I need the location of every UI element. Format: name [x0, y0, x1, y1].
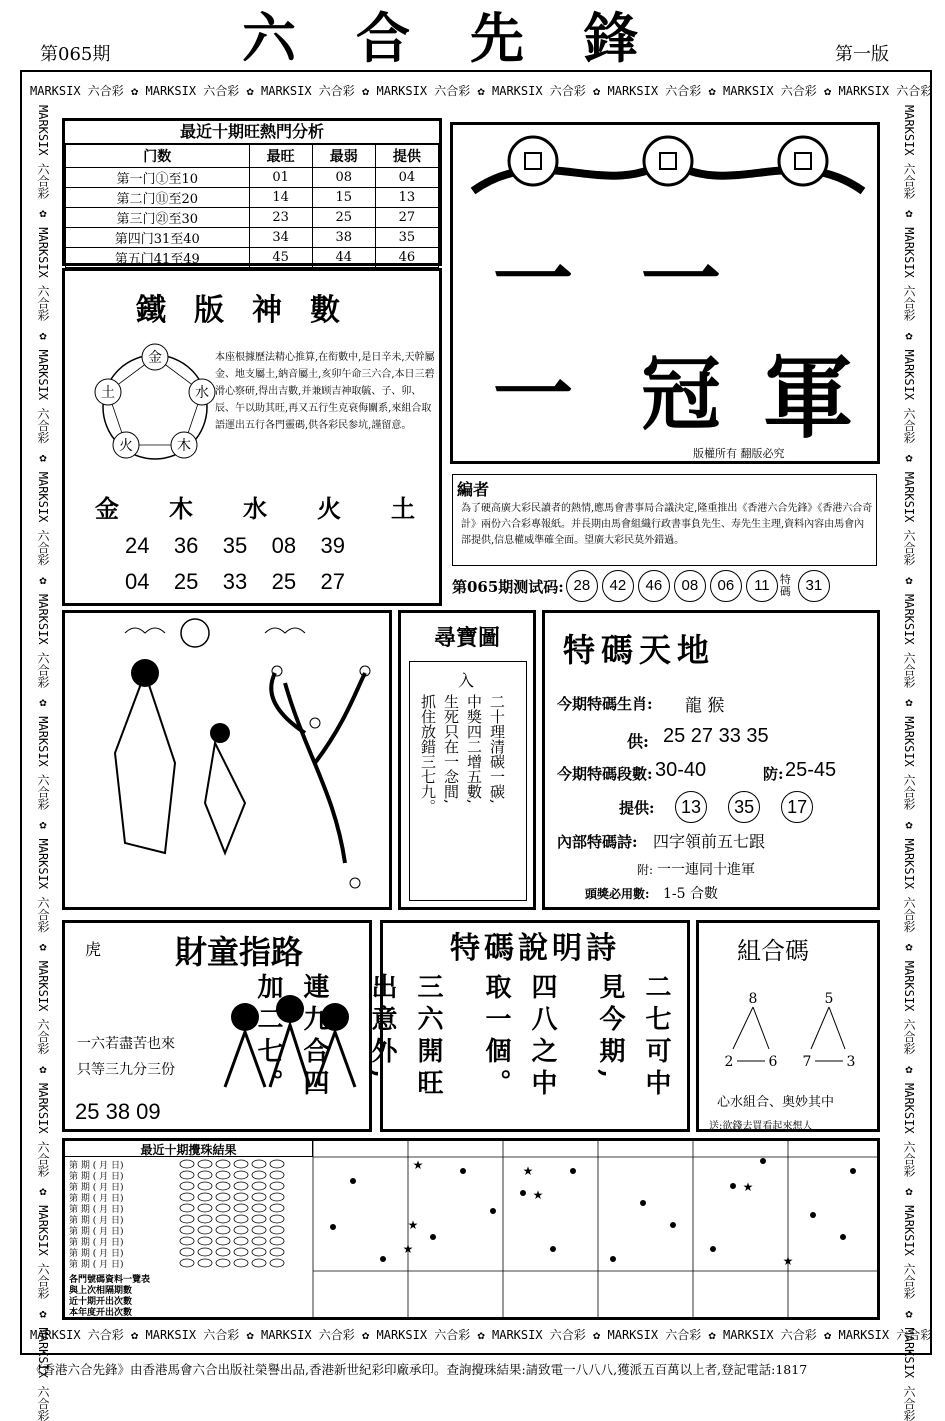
combo-diagram: [713, 991, 873, 1071]
col-header: 门数: [66, 145, 250, 168]
strip-text: MARKSIX 六合彩: [30, 1328, 124, 1342]
strip-text: MARKSIX 六合彩: [36, 839, 50, 933]
strip-text: MARKSIX 六合彩: [36, 594, 50, 688]
fruit-icon: [310, 718, 320, 728]
row-label: 木: [169, 489, 193, 524]
supply-value: 25 27 33 35: [663, 725, 769, 748]
cell: 第五门41至49: [66, 248, 250, 268]
cell: 01: [249, 168, 312, 188]
caitong-line-1: 一六若盡苦也來: [77, 1033, 175, 1053]
test-code-row: [452, 568, 882, 604]
strip-text: MARKSIX 六合彩: [902, 105, 916, 199]
svg-text:★: ★: [533, 1188, 544, 1202]
tema-title: 特碼天地: [563, 625, 715, 671]
strip-text: MARKSIX 六合彩: [492, 84, 586, 98]
verse-column: 二七可中見今期,: [587, 973, 679, 1123]
strip-text: MARKSIX 六合彩: [723, 1328, 817, 1342]
test-number: 28: [566, 570, 598, 602]
cell: 第三门㉑至30: [66, 208, 250, 228]
tiebanshen-panel: [62, 268, 442, 606]
svg-text:★: ★: [408, 1218, 419, 1232]
strip-text: MARKSIX 六合彩: [902, 350, 916, 444]
cell: 38: [312, 228, 375, 248]
footer-text: 《香港六合先鋒》由香港馬會六合出版社榮譽出品,香港新世紀彩印廠承印。查詢攪珠結果:請致電一八八八,獲派五百萬以上者,登記電話:1817: [30, 1360, 935, 1382]
editor-label: 編者: [457, 477, 489, 500]
special-label: 特碼: [780, 574, 796, 598]
verse-column: 抓住放錯三七九。: [418, 694, 439, 894]
combo-line: [753, 1007, 769, 1049]
strip-text: MARKSIX 六合彩: [902, 1205, 916, 1299]
special-number: 31: [798, 570, 830, 602]
editor-notice: [452, 474, 877, 566]
issue-number: [40, 40, 110, 66]
defend-label: 防:: [763, 763, 784, 784]
strip-text: MARKSIX 六合彩: [902, 472, 916, 566]
poem-value: 四字領前五七跟: [653, 829, 765, 852]
provide-numbers: [673, 791, 815, 823]
copyright-notice: 版權所有 翻版必究: [693, 445, 785, 461]
strip-text: MARKSIX 六合彩: [902, 716, 916, 810]
strip-text: MARKSIX 六合彩: [723, 84, 817, 98]
top-border-strip: MARKSIX 六合彩 ✿ MARKSIX 六合彩 ✿ MARKSIX 六合彩 ✿ MARKSIX 六合彩 ✿ MARKSIX 六合彩 ✿ MARKSIX 六合彩 ✿ MARKSIX 六合彩 ✿ MARKSIX 六合彩: [30, 82, 915, 98]
element-label: 木: [177, 437, 191, 454]
bottom-border-strip: MARKSIX 六合彩 ✿ MARKSIX 六合彩 ✿ MARKSIX 六合彩 ✿ MARKSIX 六合彩 ✿ MARKSIX 六合彩 ✿ MARKSIX 六合彩 ✿ MARKSIX 六合彩 ✿ MARKSIX 六合彩: [30, 1326, 915, 1342]
footer-label: 與上次相隔期數: [69, 1286, 309, 1297]
stats-panel: [62, 1138, 880, 1320]
verse-column: 三六開旺出意外,: [359, 973, 451, 1123]
stats-row-label: 第 期 ( 月 日): [69, 1183, 179, 1194]
stats-row-label: 第 期 ( 月 日): [69, 1172, 179, 1183]
stats-row-label: 第 期 ( 月 日): [69, 1194, 179, 1205]
supply-label: 供:: [627, 729, 649, 752]
cloud-icon: [265, 628, 305, 633]
test-number: 08: [674, 570, 706, 602]
stats-title: 最近十期攪珠結果: [65, 1141, 313, 1157]
banner-panel: [450, 122, 880, 464]
head-label: 頭獎必用數:: [585, 885, 649, 902]
number: 39: [321, 533, 345, 559]
stats-row-labels: [69, 1161, 179, 1271]
footer-label: 本年度开出次數: [69, 1308, 309, 1319]
element-label: 金: [148, 350, 162, 366]
strip-text: MARKSIX 六合彩: [902, 961, 916, 1055]
caitong-numbers: 25 38 09: [75, 1099, 161, 1125]
test-number: 11: [746, 570, 778, 602]
table-row: [66, 168, 439, 188]
hot-table-header: [66, 145, 439, 168]
row-label: 金: [95, 489, 119, 524]
poem-verse: [395, 973, 679, 1123]
poem-label: 內部特碼詩:: [557, 831, 638, 852]
strip-text: MARKSIX 六合彩: [30, 84, 124, 98]
strip-text: MARKSIX 六合彩: [261, 1328, 355, 1342]
strip-text: MARKSIX 六合彩: [902, 1083, 916, 1177]
issue-text: 第065期: [40, 44, 110, 65]
strip-text: MARKSIX 六合彩: [377, 1328, 471, 1342]
number: 25: [272, 569, 296, 595]
svg-text:★: ★: [403, 1242, 414, 1256]
verse-column: 生死只在一念間,: [441, 694, 462, 894]
stats-footer-labels: [69, 1275, 309, 1319]
scroll-frame: [409, 661, 527, 901]
number: 08: [272, 533, 296, 559]
strip-text: MARKSIX 六合彩: [902, 1328, 916, 1421]
editor-text: 為了硬高廣大彩民讀者的熱情,應馬會書事局合議決定,隆重推出《香港六合先鋒》《香港六合奇計》兩份六合彩專報紙。并長期由馬會組織行政書事負先生、寿先生主理,資料內容由馬會內部提供,信息權威準確全面。望廣大彩民莫外錯過。: [461, 501, 873, 549]
poem-title: 特碼說明詩: [383, 923, 687, 967]
coin-garland-decoration: [463, 131, 873, 221]
combo-digit: 7: [803, 1054, 812, 1070]
cell: 13: [375, 188, 438, 208]
moon-icon: [181, 619, 209, 647]
cell: 08: [312, 168, 375, 188]
strip-text: MARKSIX 六合彩: [146, 1328, 240, 1342]
cell: 04: [375, 168, 438, 188]
row-label: 火: [317, 489, 341, 524]
treasure-head: 入: [458, 668, 474, 691]
provide-label: 提供:: [619, 797, 655, 818]
number: 36: [174, 533, 198, 559]
zodiac-label: 今期特碼生肖:: [557, 693, 653, 714]
ball-ovals: [177, 1159, 307, 1273]
stats-row-label: 第 期 ( 月 日): [69, 1238, 179, 1249]
test-number: 42: [602, 570, 634, 602]
combo-line: [733, 1007, 753, 1049]
number: 25: [174, 569, 198, 595]
table-row: [66, 228, 439, 248]
stats-row-label: 第 期 ( 月 日): [69, 1205, 179, 1216]
strip-text: MARKSIX 六合彩: [492, 1328, 586, 1342]
tree-icon: [271, 673, 365, 863]
row-label: 土: [391, 489, 415, 524]
combo-title: 組合碼: [737, 931, 809, 966]
treasure-verse: [418, 694, 508, 894]
combo-line: [811, 1007, 829, 1049]
figure-robe: [115, 673, 175, 853]
table-row: [66, 248, 439, 268]
element-label: 火: [119, 438, 133, 454]
stats-row-label: 第 期 ( 月 日): [69, 1227, 179, 1238]
strip-text: MARKSIX 六合彩: [608, 84, 702, 98]
cell: 第二门⑪至20: [66, 188, 250, 208]
combo-line: [829, 1007, 845, 1049]
col-header: 最弱: [312, 145, 375, 168]
figure-head: [131, 659, 159, 687]
stats-row-label: 第 期 ( 月 日): [69, 1216, 179, 1227]
strip-text: MARKSIX 六合彩: [902, 227, 916, 321]
fruit-icon: [350, 878, 360, 888]
caitong-title: 財童指路: [175, 927, 303, 973]
element-row-labels: [95, 489, 415, 524]
verse-column: 四八之中取一個。: [473, 973, 565, 1123]
caitong-line-2: 只等三九分三份: [77, 1059, 175, 1079]
test-code-label: 第065期测试码:: [452, 576, 564, 597]
strip-text: MARKSIX 六合彩: [36, 961, 50, 1055]
verse-column: 中獎四二增五數,: [464, 694, 485, 894]
svg-text:★: ★: [413, 1158, 424, 1172]
strip-text: MARKSIX 六合彩: [36, 716, 50, 810]
combo-digit: 3: [847, 1054, 856, 1070]
treasure-panel: [398, 610, 536, 910]
row-label: 水: [243, 489, 267, 524]
cell: 23: [249, 208, 312, 228]
note-label: 附:: [637, 861, 653, 878]
newspaper-title: 六合先鋒: [230, 8, 710, 70]
col-header: 提供: [375, 145, 438, 168]
strip-text: MARKSIX 六合彩: [36, 1083, 50, 1177]
defend-value: 25-45: [785, 759, 836, 782]
cell: 45: [249, 248, 312, 268]
five-elements-diagram: [85, 337, 225, 467]
combo-digit: 6: [769, 1054, 778, 1070]
table-row: [66, 188, 439, 208]
test-number: 06: [710, 570, 742, 602]
caitong-zodiac: 虎: [85, 937, 101, 960]
stats-row-label: 第 期 ( 月 日): [69, 1260, 179, 1271]
coin-icon: [779, 137, 827, 185]
stats-row-label: 第 期 ( 月 日): [69, 1161, 179, 1172]
child-head: [210, 723, 230, 743]
poem-panel: [380, 920, 690, 1132]
banner-big-text-2: 軍: [763, 325, 853, 455]
cell: 25: [312, 208, 375, 228]
combo-note: 送:欲錢去買看起來想人: [709, 1117, 812, 1132]
banner-big-text: 一 一 一 冠: [493, 215, 877, 445]
strip-text: MARKSIX 六合彩: [839, 1328, 933, 1342]
cell: 46: [375, 248, 438, 268]
strip-text: MARKSIX 六合彩: [36, 350, 50, 444]
combo-caption: 心水組合、奥妙其中: [717, 1091, 834, 1110]
cloud-icon: [125, 628, 165, 633]
head-value: 1-5 合數: [663, 883, 718, 903]
cell: 14: [249, 188, 312, 208]
range-value: 30-40: [655, 759, 706, 782]
illustration-panel: [62, 610, 392, 910]
svg-text:★: ★: [523, 1164, 534, 1178]
verse-column: 連九合四加二七。: [245, 973, 337, 1123]
coin-icon: [509, 137, 557, 185]
ball-grid: [313, 1141, 879, 1319]
zodiac-value: 龍 猴: [685, 691, 724, 716]
element-label: 水: [195, 384, 209, 401]
cell: 15: [312, 188, 375, 208]
test-number: 46: [638, 570, 670, 602]
tiebanshen-paragraph: 本座根據歷法精心推算,在衔數中,是日辛未,天幹屬金、地支屬土,納音屬土,亥卯午命三六合,本日三碧 滑心察研,得出吉數,并兼顾吉神取毓、子、卯、辰、午以助其旺,再又五行生克衰侮關系,來組合取語運出五行各門靈碼,供各彩民参坑,謹留意。: [215, 349, 440, 434]
provide-number: 17: [781, 791, 813, 823]
hot-analysis-panel: [62, 118, 442, 266]
table-row: [66, 208, 439, 228]
strip-text: MARKSIX 六合彩: [377, 84, 471, 98]
strip-text: MARKSIX 六合彩: [608, 1328, 702, 1342]
cell: 27: [375, 208, 438, 228]
edition-label: 第一版: [835, 40, 889, 66]
element-label: 土: [101, 384, 115, 401]
left-border-strip: MARKSIX 六合彩 ✿ MARKSIX 六合彩 ✿ MARKSIX 六合彩 ✿ MARKSIX 六合彩 ✿ MARKSIX 六合彩 ✿ MARKSIX 六合彩 ✿ MARKSIX 六合彩 ✿ MARKSIX 六合彩 ✿ MARKSIX 六合彩 ✿ MARKSIX 六合彩 ✿ MARKSIX 六合彩: [34, 105, 52, 1320]
svg-text:★: ★: [783, 1254, 794, 1268]
verse-column: 二十理清碳一碳,: [487, 694, 508, 894]
number: 24: [125, 533, 149, 559]
number: 35: [223, 533, 247, 559]
coin-icon: [644, 137, 692, 185]
combo-digit: 2: [725, 1054, 734, 1070]
number: 27: [321, 569, 345, 595]
cell: 35: [375, 228, 438, 248]
combo-digit: 5: [825, 991, 834, 1007]
footer-label: 近十期开出次數: [69, 1297, 309, 1308]
fruit-icon: [272, 666, 282, 676]
strip-text: MARKSIX 六合彩: [261, 84, 355, 98]
strip-text: MARKSIX 六合彩: [839, 84, 933, 98]
combo-digit: 8: [749, 991, 758, 1007]
note-value: 一一連同十進軍: [657, 859, 755, 879]
strip-text: MARKSIX 六合彩: [902, 594, 916, 688]
tiebanshen-title: 鐵版神數: [65, 285, 439, 329]
numbers-row-2: [125, 569, 345, 595]
strip-text: MARKSIX 六合彩: [36, 472, 50, 566]
stats-row-label: 第 期 ( 月 日): [69, 1249, 179, 1260]
cell: 34: [249, 228, 312, 248]
range-label: 今期特碼段數:: [557, 763, 653, 784]
treasure-title: 尋寶圖: [401, 621, 533, 652]
hot-table-title: 最近十期旺熱門分析: [65, 121, 439, 144]
provide-number: 13: [675, 791, 707, 823]
combo-panel: [696, 920, 880, 1132]
col-header: 最旺: [249, 145, 312, 168]
number: 04: [125, 569, 149, 595]
numbers-row-1: [125, 533, 345, 559]
strip-text: MARKSIX 六合彩: [36, 1328, 50, 1421]
tema-panel: [542, 610, 880, 910]
strip-text: MARKSIX 六合彩: [902, 839, 916, 933]
footer-label: 各門號碼資料一覽表: [69, 1275, 309, 1286]
cell: 44: [312, 248, 375, 268]
strip-text: MARKSIX 六合彩: [36, 105, 50, 199]
number: 33: [223, 569, 247, 595]
cell: 第一门①至10: [66, 168, 250, 188]
strip-text: MARKSIX 六合彩: [36, 227, 50, 321]
child-figure: [205, 743, 245, 853]
cell: 第四门31至40: [66, 228, 250, 248]
strip-text: MARKSIX 六合彩: [36, 1205, 50, 1299]
strip-text: MARKSIX 六合彩: [146, 84, 240, 98]
svg-text:★: ★: [743, 1180, 754, 1194]
provide-number: 35: [728, 791, 760, 823]
right-border-strip: MARKSIX 六合彩 ✿ MARKSIX 六合彩 ✿ MARKSIX 六合彩 ✿ MARKSIX 六合彩 ✿ MARKSIX 六合彩 ✿ MARKSIX 六合彩 ✿ MARKSIX 六合彩 ✿ MARKSIX 六合彩 ✿ MARKSIX 六合彩 ✿ MARKSIX 六合彩 ✿ MARKSIX 六合彩: [900, 105, 918, 1320]
ink-illustration: [65, 613, 389, 907]
hot-table: [65, 144, 439, 268]
